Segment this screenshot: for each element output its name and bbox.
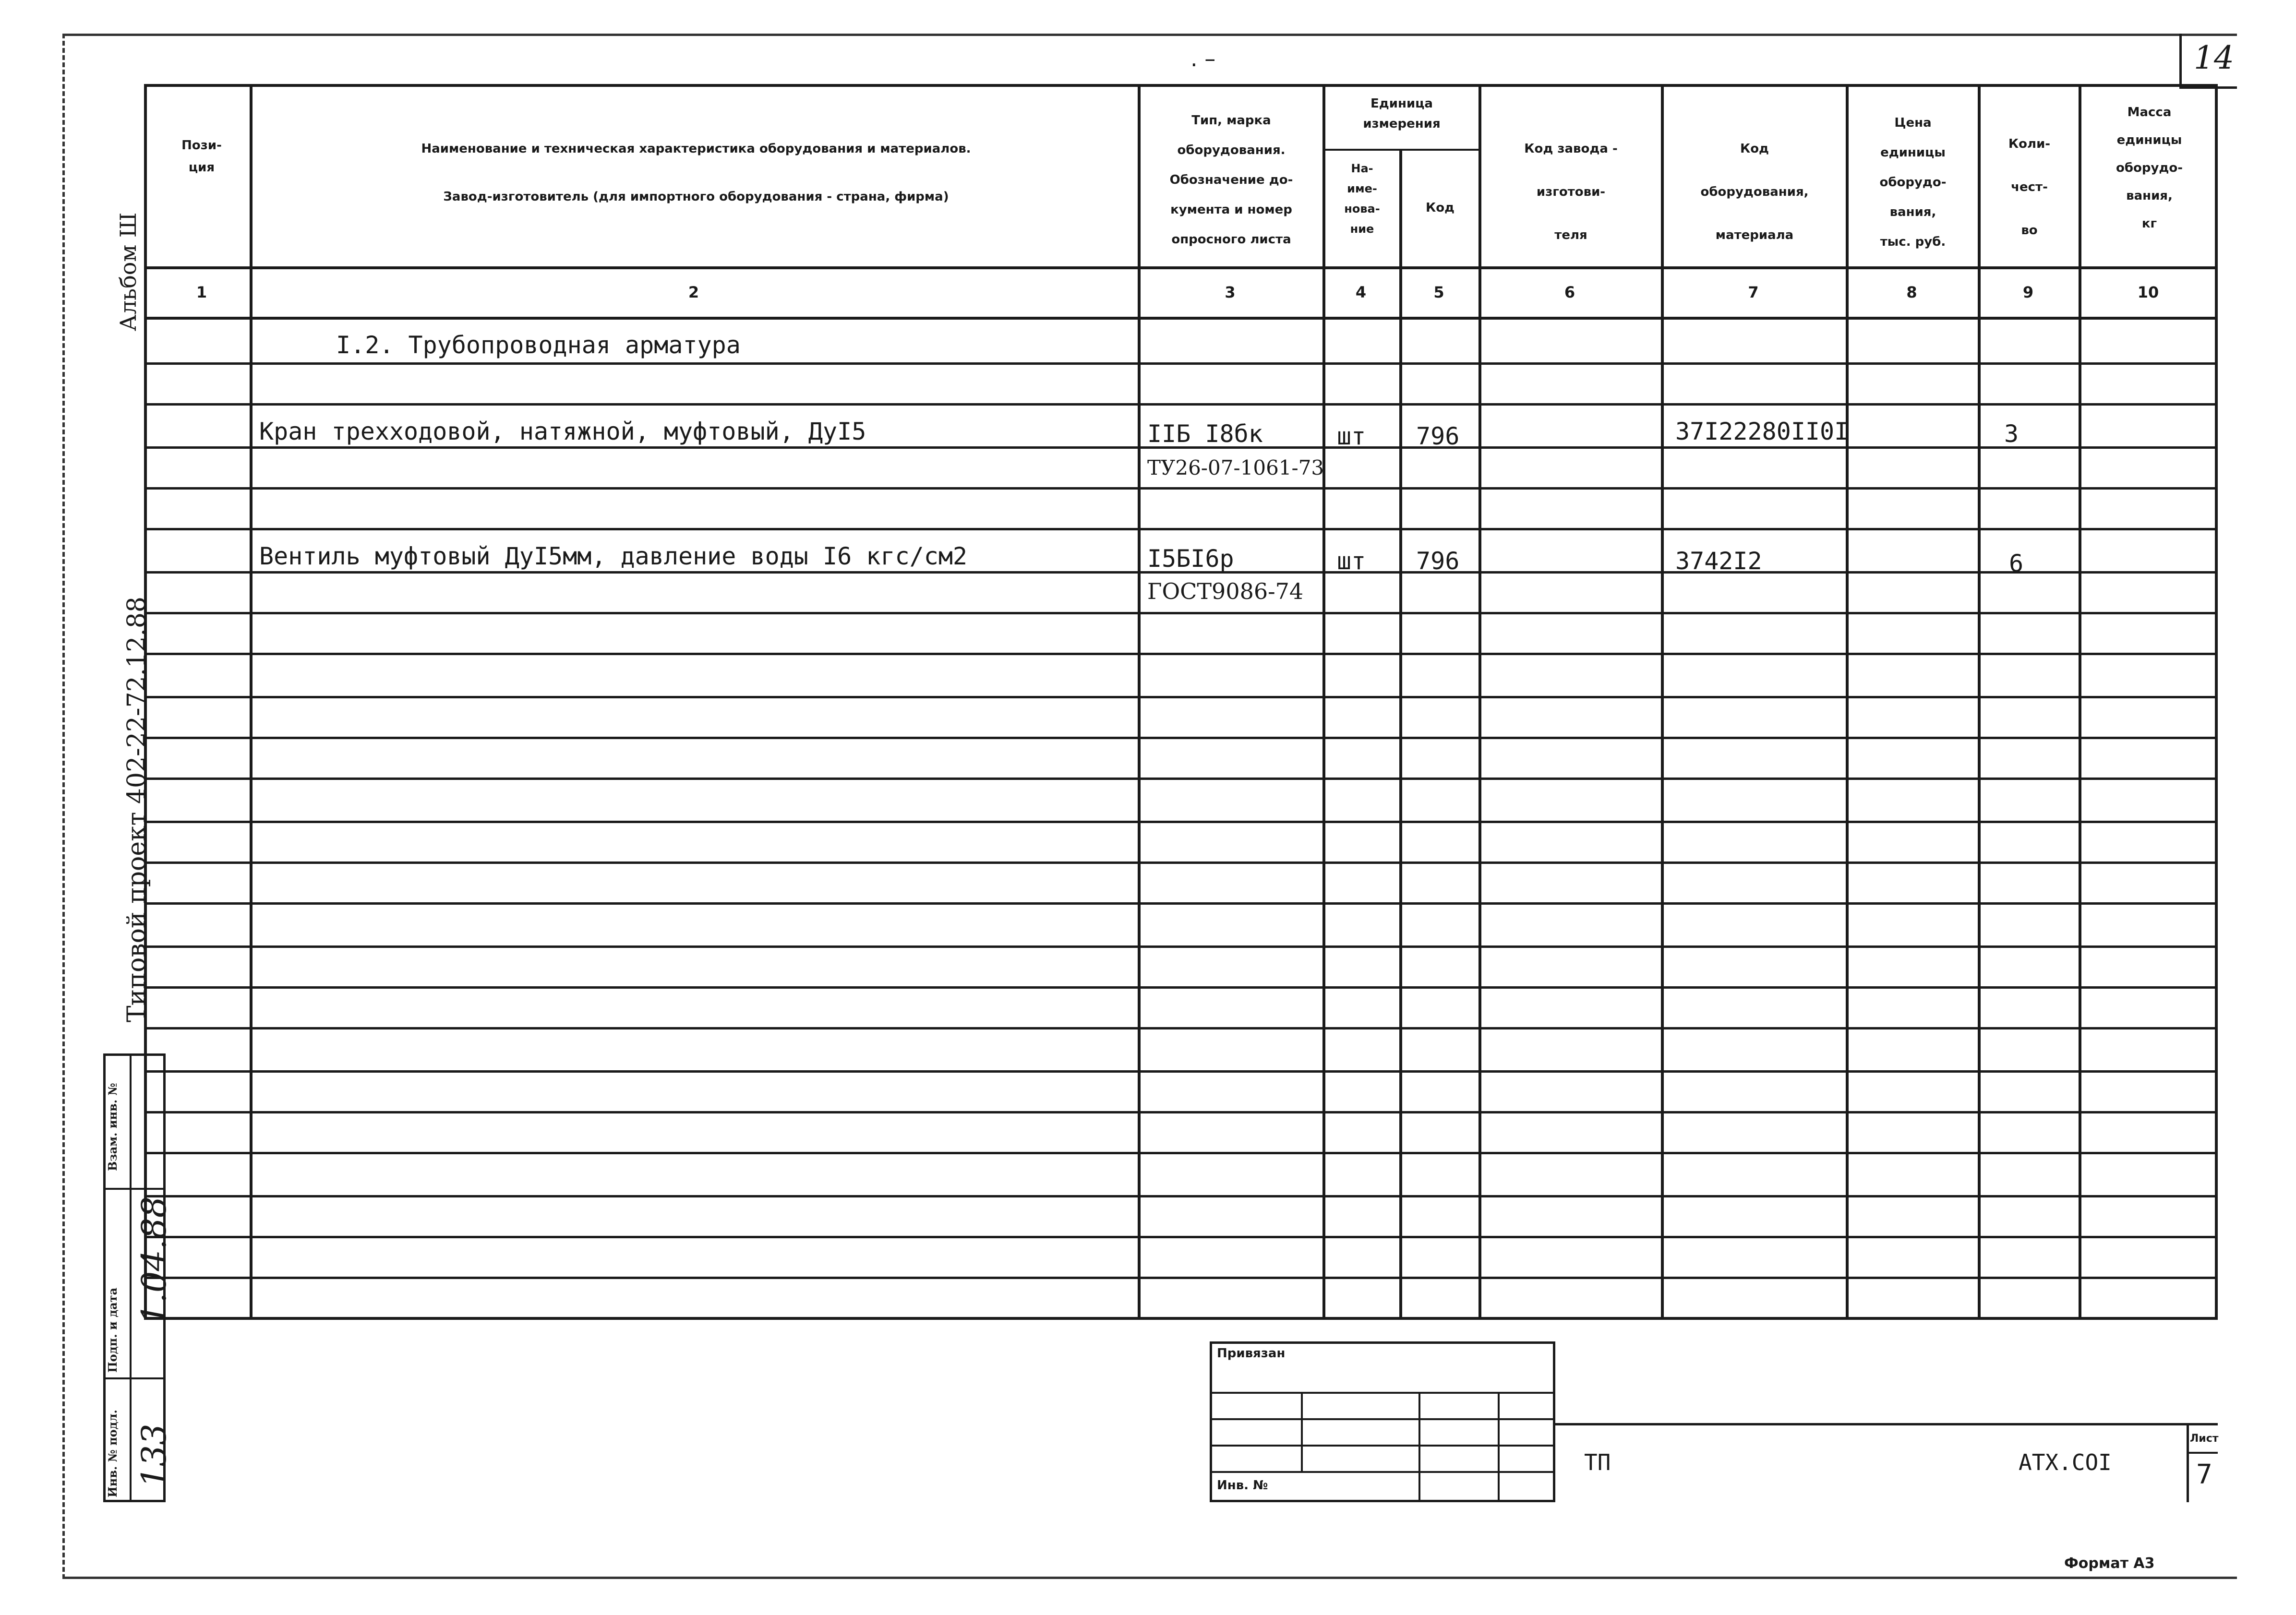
table-row-line bbox=[144, 737, 2218, 739]
item-1-unit-code: 796 bbox=[1416, 422, 1460, 450]
spec-table bbox=[144, 84, 2218, 1320]
col-header-10: Масса единицы оборудо- вания, кг bbox=[2116, 105, 2183, 231]
table-row-line bbox=[144, 1152, 2218, 1154]
col-header-6: Код завода - изготови- теля bbox=[1524, 142, 1618, 242]
project-label: Типовой проект 402-22-72.12.88 bbox=[122, 596, 151, 1022]
document-code: АТХ.СОI bbox=[2019, 1449, 2112, 1475]
header-mark: . – bbox=[1190, 46, 1216, 72]
col-num-6: 6 bbox=[1564, 283, 1575, 301]
col-num-2: 2 bbox=[688, 283, 699, 301]
item-2-doc: ГОСТ9086-74 bbox=[1147, 578, 1304, 604]
table-row-line bbox=[144, 612, 2218, 614]
item-1-unit: шт bbox=[1337, 422, 1366, 450]
col-header-3: Тип, марка оборудования. Обозначение до- кумента и номер опросного листа bbox=[1169, 113, 1293, 247]
item-2-equip-code: 3742I2 bbox=[1675, 547, 1762, 575]
table-row-line bbox=[144, 1070, 2218, 1073]
attached-label: Привязан bbox=[1217, 1346, 1286, 1361]
table-row-line bbox=[144, 1111, 2218, 1113]
item-2-unit: шт bbox=[1337, 547, 1366, 575]
col-header-1: Пози- ция bbox=[181, 138, 222, 175]
table-row-line bbox=[144, 1277, 2218, 1279]
col-header-5: Код bbox=[1425, 201, 1455, 215]
item-1-type: IIБ I8бк bbox=[1147, 420, 1263, 448]
table-row-line bbox=[144, 861, 2218, 864]
table-row-line bbox=[144, 1195, 2218, 1197]
col-num-8: 8 bbox=[1906, 283, 1917, 301]
stamp-field-2: Подп. и дата bbox=[106, 1287, 120, 1373]
table-row-line bbox=[144, 778, 2218, 780]
table-row-line bbox=[144, 696, 2218, 698]
col-num-5: 5 bbox=[1433, 283, 1444, 301]
col-num-10: 10 bbox=[2137, 283, 2159, 301]
item-2-name: Вентиль муфтовый ДуI5мм, давление воды I6 кгс/см2 bbox=[259, 542, 968, 570]
col-num-7: 7 bbox=[1748, 283, 1759, 301]
sheet-number: 7 bbox=[2196, 1459, 2212, 1490]
col-num-3: 3 bbox=[1225, 283, 1236, 301]
table-row-line bbox=[144, 528, 2218, 530]
table-row-line bbox=[144, 653, 2218, 655]
title-block bbox=[1553, 1423, 2218, 1502]
unit-group-header: Единица измерения bbox=[1363, 96, 1441, 131]
col-header-2: Наименование и техническая характеристика оборудования и материалов. Завод-изготовитель (для импортного оборудования - страна, фирма) bbox=[421, 142, 971, 204]
item-2-type: I5БI6р bbox=[1147, 545, 1234, 573]
handwritten-date: 1.04.88 bbox=[134, 1196, 174, 1325]
stamp-field-1: Взам. инв. № bbox=[106, 1083, 120, 1171]
tp-label: ТП bbox=[1584, 1449, 1611, 1475]
format-label: Формат А3 bbox=[2064, 1555, 2155, 1572]
table-row-line bbox=[144, 902, 2218, 905]
item-1-doc: ТУ26-07-1061-73 bbox=[1147, 456, 1324, 479]
table-row-line bbox=[144, 986, 2218, 989]
inventory-label: Инв. № bbox=[1217, 1478, 1268, 1493]
item-1-name: Кран трехходовой, натяжной, муфтовый, ДуI5 bbox=[259, 418, 866, 445]
page-number: 14 bbox=[2194, 39, 2234, 76]
table-row-line bbox=[144, 487, 2218, 490]
table-row-line bbox=[144, 362, 2218, 365]
item-1-qty: 3 bbox=[2004, 420, 2019, 448]
section-title: I.2. Трубопроводная арматура bbox=[336, 331, 741, 359]
table-row-line bbox=[144, 1236, 2218, 1238]
col-num-4: 4 bbox=[1355, 283, 1367, 301]
col-header-7: Код оборудования, материала bbox=[1700, 142, 1809, 242]
col-num-1: 1 bbox=[196, 283, 207, 301]
sheet-label: Лист bbox=[2190, 1433, 2219, 1445]
table-row-line bbox=[144, 403, 2218, 406]
col-num-9: 9 bbox=[2022, 283, 2034, 301]
stamp-field-3: Инв. № подл. bbox=[106, 1410, 120, 1497]
handwritten-inventory: 133 bbox=[134, 1424, 174, 1488]
col-header-8: Цена единицы оборудо- вания, тыс. руб. bbox=[1879, 116, 1947, 249]
col-header-9: Коли- чест- во bbox=[2008, 137, 2051, 238]
col-header-4: На- име- нова- ние bbox=[1344, 162, 1380, 236]
table-row-line bbox=[144, 1027, 2218, 1029]
album-label: Альбом Ш bbox=[115, 212, 141, 331]
item-1-equip-code: 37I22280II0I bbox=[1675, 418, 1849, 445]
table-row-line bbox=[144, 945, 2218, 948]
item-2-qty: 6 bbox=[2009, 550, 2024, 577]
item-2-unit-code: 796 bbox=[1416, 547, 1460, 575]
table-row-line bbox=[144, 821, 2218, 823]
